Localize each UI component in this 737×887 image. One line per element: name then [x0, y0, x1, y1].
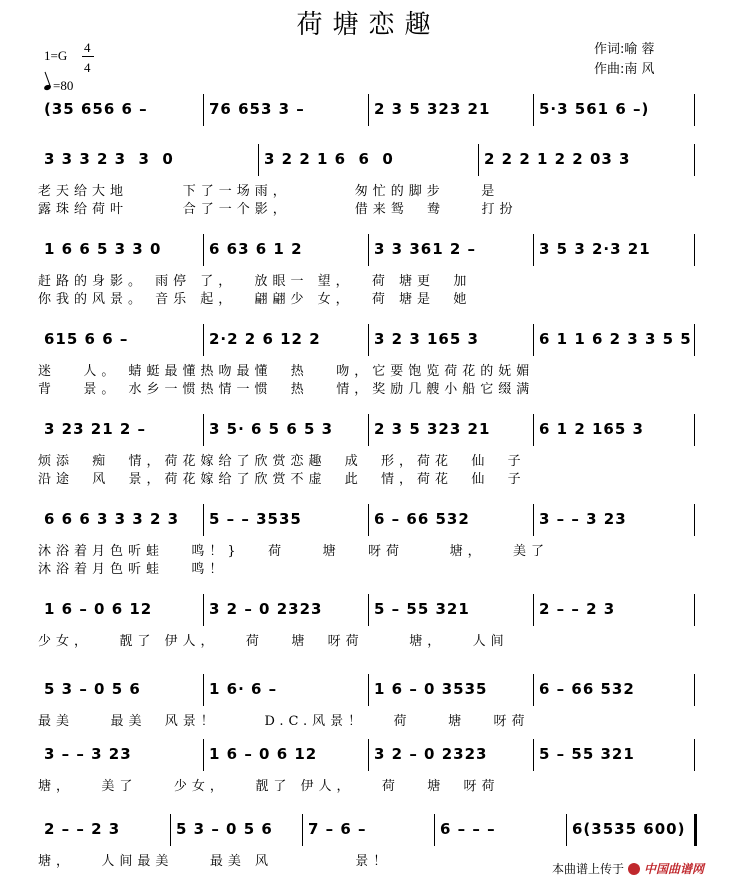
measure: 5 3 – 0 5 6	[44, 680, 141, 698]
footer	[552, 860, 704, 877]
measure: 6 – 66 532	[539, 680, 635, 698]
footer-text: 本曲谱上传于	[552, 862, 625, 876]
measure: 7 – 6 –	[308, 820, 367, 838]
barline	[170, 814, 171, 846]
barline	[203, 324, 204, 356]
lyrics-line-2: 沿途 风 景，荷花嫁给了欣赏不虚 此 情，荷花 仙 子	[38, 472, 526, 487]
measure: 3 2 3 165 3	[374, 330, 479, 348]
footer-site: 中国曲谱网	[644, 862, 705, 876]
barline	[368, 94, 369, 126]
measure: 3 5· 6 5 6 5 3	[209, 420, 334, 438]
lyrics-line-1: 塘， 人间最美 最美 风 景！	[38, 854, 392, 869]
notes-row	[38, 680, 698, 704]
measure: 2 3 5 323 21	[374, 100, 491, 118]
measure: 2 3 5 323 21	[374, 420, 491, 438]
lyrics-line-1: 迷 人。 蜻蜓最懂热吻最懂 热 吻，它要饱览荷花的妩媚	[38, 364, 535, 379]
measure: 6 1 1 6 2 3 3 5 5	[539, 330, 692, 348]
lyrics-line-1: 沐浴着月色听蛙 鸣！} 荷 塘 呀荷 塘， 美了	[38, 544, 550, 559]
measure: 615 6 6 –	[44, 330, 129, 348]
barline-end	[694, 414, 695, 446]
notes-row	[38, 240, 698, 264]
barline	[533, 504, 534, 536]
song-title: 荷塘恋趣	[296, 10, 441, 40]
measure: 5 – – 3535	[209, 510, 302, 528]
measure: 3 23 21 2 –	[44, 420, 147, 438]
time-numerator: 4	[84, 40, 91, 55]
measure: (35 656 6 –	[44, 100, 148, 118]
barline	[368, 414, 369, 446]
barline	[203, 739, 204, 771]
measure: 6(3535 600)	[572, 820, 686, 838]
barline	[434, 814, 435, 846]
barline-end	[694, 674, 695, 706]
barline	[533, 324, 534, 356]
measure: 1 6 – 0 3535	[374, 680, 488, 698]
lyrics-line-2: 沐浴着月色听蛙 鸣！	[38, 562, 228, 577]
lyrics-line-2: 背 景。 水乡一惯热情一惯 热 情，奖励几艘小船它缀满	[38, 382, 535, 397]
barline	[368, 234, 369, 266]
barline-end	[694, 234, 695, 266]
measure: 1 6 – 0 6 12	[44, 600, 153, 618]
barline	[203, 674, 204, 706]
notes-row	[38, 100, 698, 124]
barline	[533, 674, 534, 706]
measure: 3 – – 3 23	[44, 745, 132, 763]
barline	[533, 234, 534, 266]
barline	[203, 594, 204, 626]
tempo-marking	[44, 78, 73, 94]
lyrics-line-1: 塘， 美了 少女， 靓了 伊人， 荷 塘 呀荷	[38, 779, 500, 794]
barline	[533, 739, 534, 771]
lyrics-line-1: 赶路的身影。 雨停 了， 放眼一 望， 荷 塘更 加	[38, 274, 472, 289]
measure: 1 6 6 5 3 3 0	[44, 240, 162, 258]
measure: 2·2 2 6 12 2	[209, 330, 321, 348]
measure: 3 5 3 2·3 21	[539, 240, 651, 258]
measure: 3 2 – 0 2323	[209, 600, 323, 618]
measure: 6 1 2 165 3	[539, 420, 644, 438]
lyrics-line-1: 少女， 靓了 伊人， 荷 塘 呀荷 塘， 人间	[38, 634, 509, 649]
lyrics-line-1: 烦添 痴 情，荷花嫁给了欣赏恋趣 成 形，荷花 仙 子	[38, 454, 526, 469]
notes-row	[38, 600, 698, 624]
measure: 6 – – –	[440, 820, 496, 838]
measure: 5 3 – 0 5 6	[176, 820, 273, 838]
barline	[368, 504, 369, 536]
measure: 5·3 561 6 –)	[539, 100, 650, 118]
tempo-value: =80	[53, 78, 74, 93]
measure: 6 – 66 532	[374, 510, 470, 528]
barline	[368, 739, 369, 771]
barline-end	[694, 144, 695, 176]
measure: 6 63 6 1 2	[209, 240, 303, 258]
barline	[203, 414, 204, 446]
time-signature-bar	[82, 56, 94, 57]
measure: 5 – 55 321	[374, 600, 470, 618]
measure: 3 2 2 1 6 6 0	[264, 150, 394, 168]
measure: 3 – – 3 23	[539, 510, 627, 528]
notes-row	[38, 420, 698, 444]
measure: 2 – – 2 3	[539, 600, 616, 618]
barline-end	[694, 504, 695, 536]
notes-row	[38, 510, 698, 534]
notes-row	[38, 745, 698, 769]
lyrics-line-2: 你我的风景。 音乐 起， 翩翩少 女， 荷 塘是 她	[38, 292, 472, 307]
barline-end	[694, 814, 697, 846]
lyrics-line-2: 露珠给荷叶 合了一个影， 借来鸳 鸯 打扮	[38, 202, 518, 217]
measure: 2 – – 2 3	[44, 820, 121, 838]
barline	[533, 594, 534, 626]
barline	[368, 324, 369, 356]
site-logo-icon	[628, 863, 640, 875]
lyrics-line-1: 最美 最美 风景！ D.C.风景！ 荷 塘 呀荷	[38, 714, 530, 729]
measure: 3 3 3 2 3 3 0	[44, 150, 174, 168]
composer: 作曲:南 风	[594, 62, 655, 77]
notes-row	[38, 150, 698, 174]
barline	[533, 94, 534, 126]
lyrics-line-1: 老天给大地 下了一场雨， 匆忙的脚步 是	[38, 184, 500, 199]
barline	[203, 234, 204, 266]
lyricist: 作词:喻 蓉	[594, 42, 655, 57]
barline-end	[694, 94, 695, 126]
measure: 1 6 – 0 6 12	[209, 745, 318, 763]
barline-end	[694, 739, 695, 771]
measure: 76 653 3 –	[209, 100, 305, 118]
notes-row	[38, 820, 698, 844]
measure: 3 3 361 2 –	[374, 240, 477, 258]
barline	[368, 674, 369, 706]
notes-row	[38, 330, 698, 354]
barline	[478, 144, 479, 176]
barline	[368, 594, 369, 626]
key-signature: 1=G	[44, 48, 68, 63]
barline	[203, 504, 204, 536]
barline	[258, 144, 259, 176]
quarter-note-icon	[43, 84, 51, 91]
measure: 1 6· 6 –	[209, 680, 278, 698]
barline	[566, 814, 567, 846]
measure: 3 2 – 0 2323	[374, 745, 488, 763]
measure: 6 6 6 3 3 3 2 3	[44, 510, 180, 528]
barline	[533, 414, 534, 446]
credits	[594, 40, 655, 80]
barline	[302, 814, 303, 846]
measure: 5 – 55 321	[539, 745, 635, 763]
time-denominator: 4	[84, 60, 91, 75]
barline	[203, 94, 204, 126]
barline-end	[694, 594, 695, 626]
barline-end	[694, 324, 695, 356]
measure: 2 2 2 1 2 2 03 3	[484, 150, 631, 168]
